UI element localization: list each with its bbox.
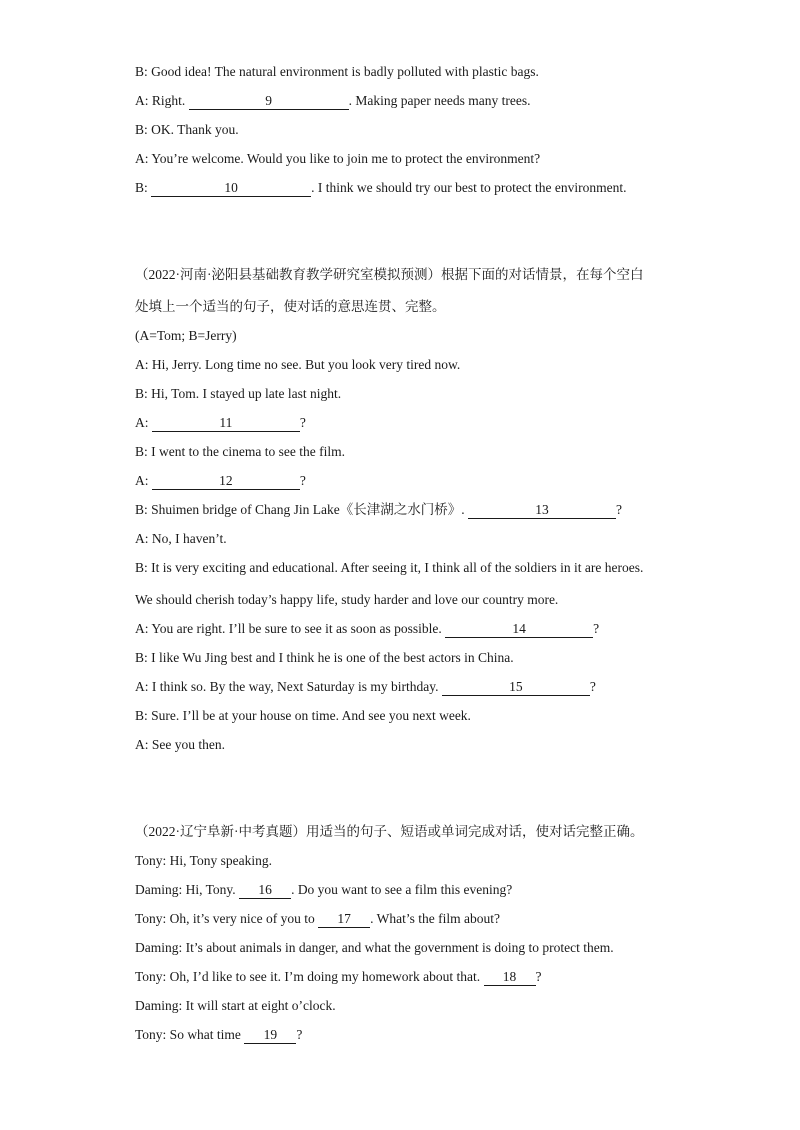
answer-blank-15[interactable]: 15 xyxy=(442,680,590,696)
dialogue-line: B: 10 . I think we should try our best to protect the environment. xyxy=(135,180,627,195)
dialogue-line: Daming: Hi, Tony. 16 . Do you want to see a film this evening? xyxy=(135,882,513,897)
dialogue-line: We should cherish today’s happy life, study harder and love our country more. xyxy=(135,592,559,607)
dialogue-line: A: See you then. xyxy=(135,737,225,752)
dialogue-line: B: Good idea! The natural environment is badly polluted with plastic bags. xyxy=(135,64,539,79)
answer-blank-11[interactable]: 11 xyxy=(152,416,300,432)
dialogue-line: A: Right. 9 . Making paper needs many trees. xyxy=(135,93,531,108)
dialogue-line: A: No, I haven’t. xyxy=(135,531,227,546)
dialogue-line: A: Hi, Jerry. Long time no see. But you look very tired now. xyxy=(135,357,461,372)
dialogue-line: B: It is very exciting and educational. After seeing it, I think all of the soldiers in it are heroes. xyxy=(135,560,644,575)
dialogue-line: A: You’re welcome. Would you like to join me to protect the environment? xyxy=(135,151,541,166)
dialogue-line: Tony: Oh, I’d like to see it. I’m doing my homework about that. 18 ? xyxy=(135,969,542,984)
answer-blank-17[interactable]: 17 xyxy=(318,912,370,928)
answer-blank-9[interactable]: 9 xyxy=(189,94,349,110)
dialogue-line: B: OK. Thank you. xyxy=(135,122,239,137)
answer-blank-18[interactable]: 18 xyxy=(484,970,536,986)
answer-blank-14[interactable]: 14 xyxy=(445,622,593,638)
answer-blank-12[interactable]: 12 xyxy=(152,474,300,490)
dialogue-line: A: You are right. I’ll be sure to see it as soon as possible. 14 ? xyxy=(135,621,600,636)
dialogue-line: Tony: Hi, Tony speaking. xyxy=(135,853,272,868)
dialogue-line: B: Sure. I’ll be at your house on time. And see you next week. xyxy=(135,708,471,723)
dialogue-line: A: 12 ? xyxy=(135,473,306,488)
answer-blank-10[interactable]: 10 xyxy=(151,181,311,197)
dialogue-line: B: I went to the cinema to see the film. xyxy=(135,444,345,459)
question-intro: （2022·辽宁阜新·中考真题）用适当的句子、短语或单词完成对话，使对话完整正确。 xyxy=(135,824,644,839)
dialogue-line: A: I think so. By the way, Next Saturday is my birthday. 15 ? xyxy=(135,679,596,694)
question-intro: 处填上一个适当的句子，使对话的意思连贯、完整。 xyxy=(135,299,446,314)
question-intro: （2022·河南·泌阳县基础教育教学研究室模拟预测）根据下面的对话情景，在每个空白 xyxy=(135,267,644,282)
role-legend: (A=Tom; B=Jerry) xyxy=(135,328,237,343)
dialogue-line: A: 11 ? xyxy=(135,415,306,430)
dialogue-line: B: Shuimen bridge of Chang Jin Lake《长津湖之水门桥》. 13 ? xyxy=(135,502,622,517)
dialogue-line: B: Hi, Tom. I stayed up late last night. xyxy=(135,386,342,401)
dialogue-line: Tony: Oh, it’s very nice of you to 17 . What’s the film about? xyxy=(135,911,501,926)
dialogue-line: Tony: So what time 19 ? xyxy=(135,1027,303,1042)
dialogue-line: B: I like Wu Jing best and I think he is one of the best actors in China. xyxy=(135,650,514,665)
answer-blank-13[interactable]: 13 xyxy=(468,503,616,519)
answer-blank-19[interactable]: 19 xyxy=(244,1028,296,1044)
answer-blank-16[interactable]: 16 xyxy=(239,883,291,899)
dialogue-line: Daming: It’s about animals in danger, and what the government is doing to protect them. xyxy=(135,940,614,955)
dialogue-line: Daming: It will start at eight o’clock. xyxy=(135,998,336,1013)
